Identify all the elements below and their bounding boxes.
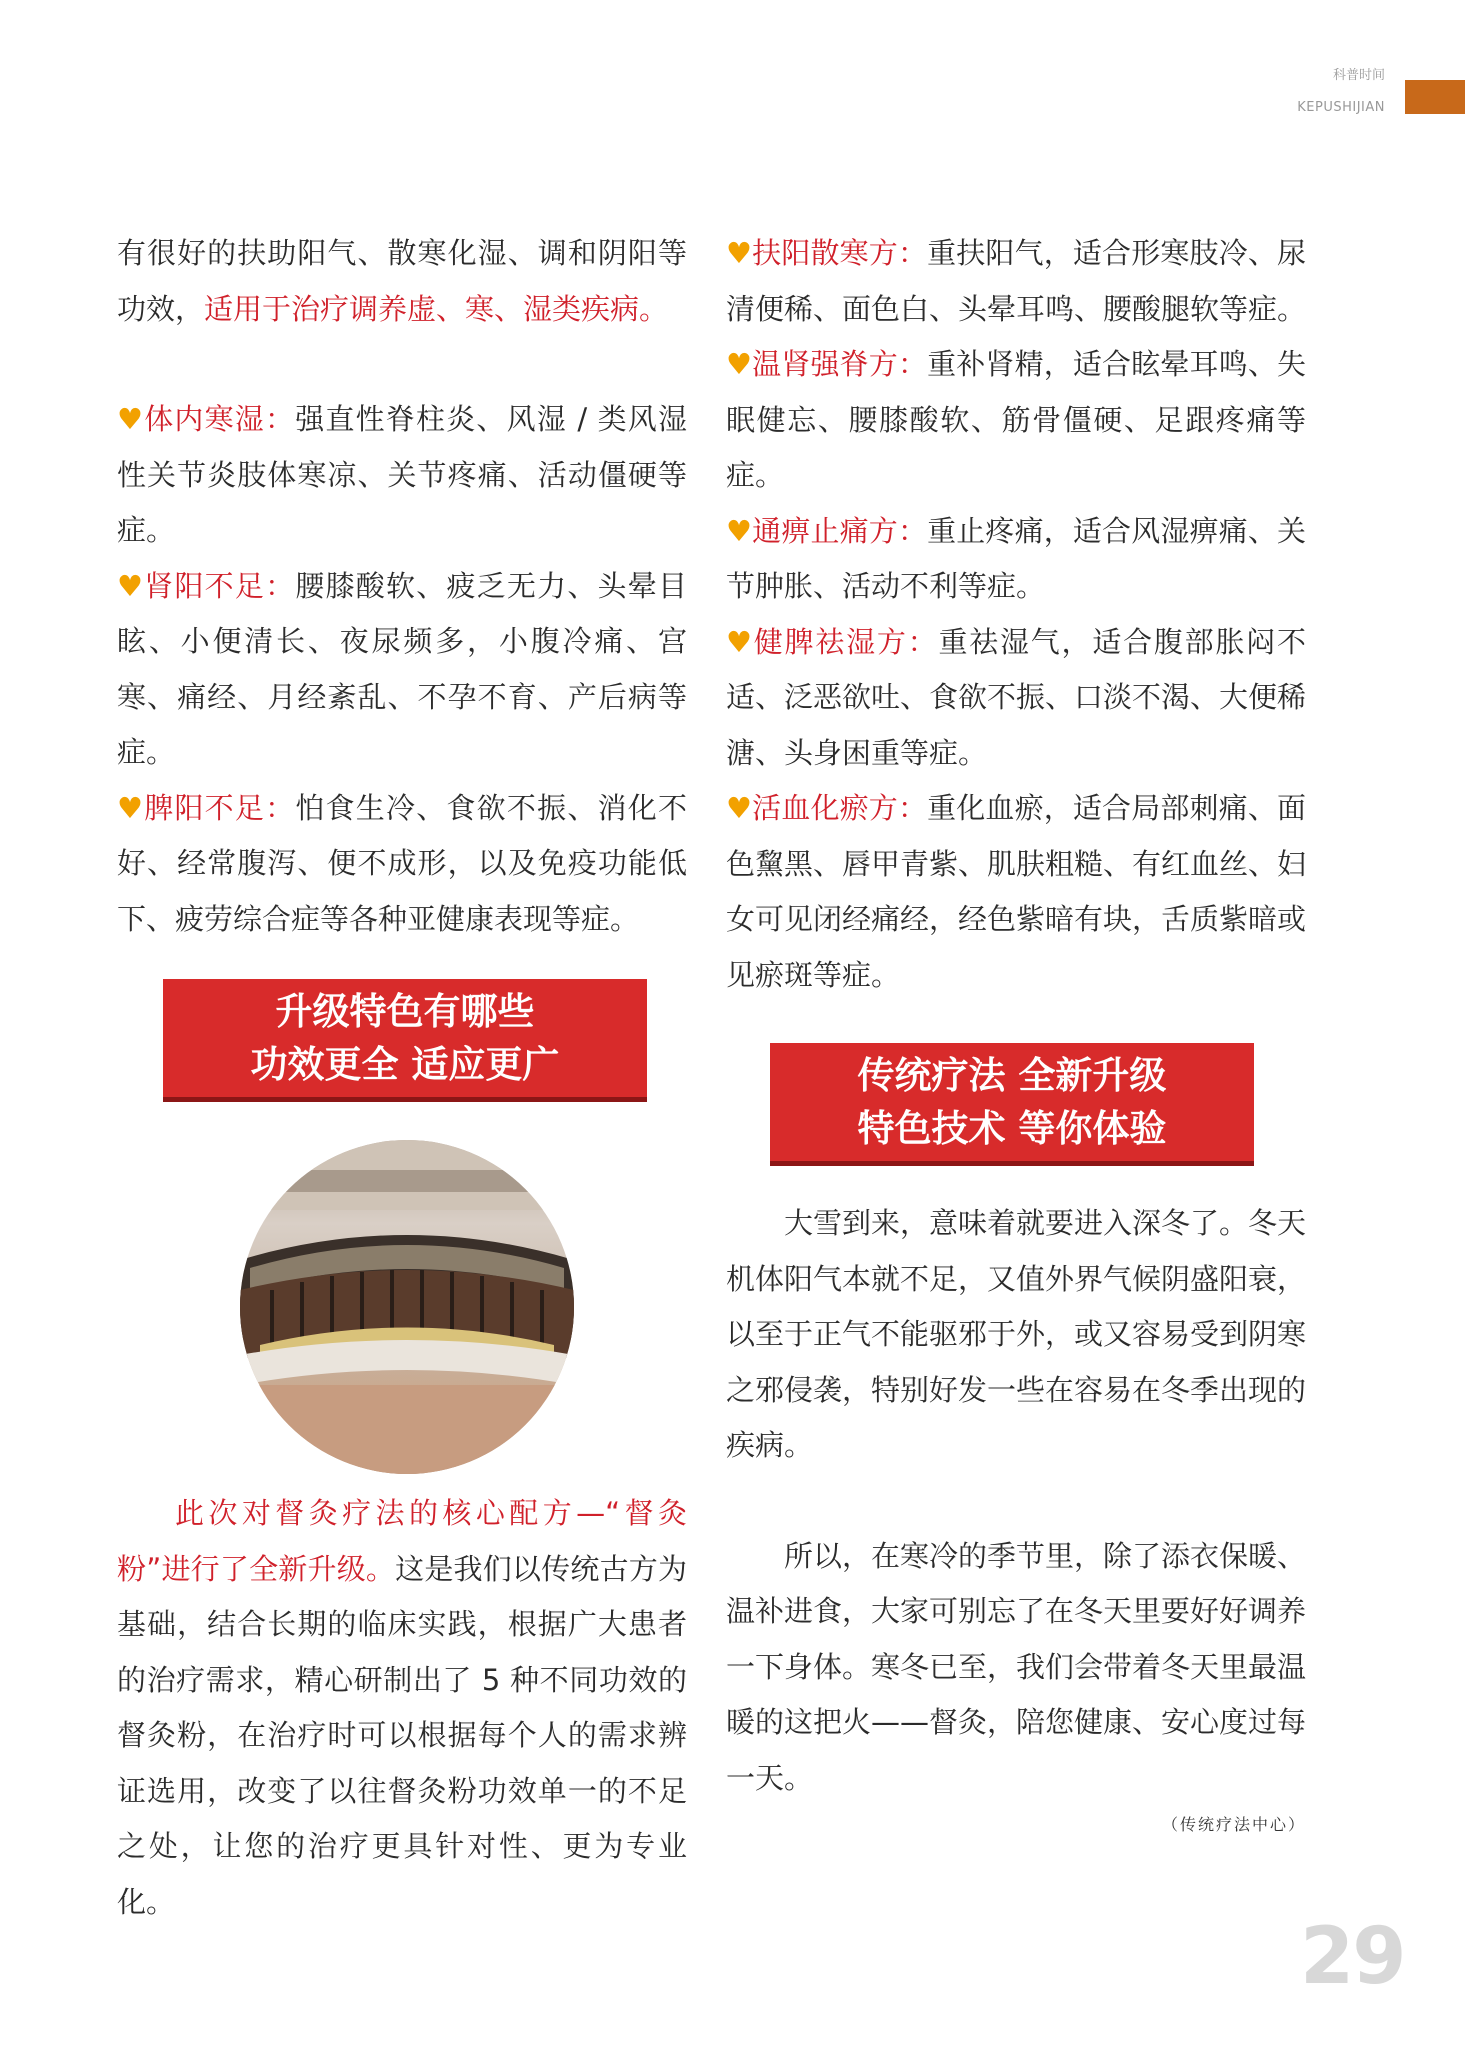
moxibustion-illustration xyxy=(240,1140,574,1474)
formula-item xyxy=(726,226,1306,337)
care-paragraph: 所以，在寒冷的季节里，除了添衣保暖、温补进食，大家可别忘了在冬天里要好好调养一下身体。寒冬已至，我们会带着冬天里最温暖的这把火——督灸，陪您健康、安心度过每一天。 xyxy=(726,1538,1307,1795)
left-column xyxy=(117,226,687,1930)
intro-paragraph xyxy=(117,226,687,337)
upgrade-paragraph xyxy=(117,1486,687,1930)
formula-title: 通痹止痛方： xyxy=(752,513,928,548)
upgrade-highlight: 此次对督灸疗法的核心配方—“督灸粉”进行了全新升级。 xyxy=(117,1496,687,1586)
symptom-text: 怕食生冷、食欲不振、消化不好、经常腹泻、便不成形，以及免疫功能低下、疲劳综合症等各种亚健康表现等症。 xyxy=(117,790,687,936)
formula-text: 重止疼痛，适合风湿痹痛、关节肿胀、活动不利等症。 xyxy=(726,513,1306,603)
symptom-text: 强直性脊柱炎、风湿 / 类风湿性关节炎肢体寒凉、关节疼痛、活动僵硬等症。 xyxy=(117,402,687,547)
banner-line-2: 特色技术 等你体验 xyxy=(857,1106,1167,1150)
moxibustion-photo xyxy=(240,1140,574,1474)
page-number: 29 xyxy=(1300,1912,1405,2002)
heart-icon: ♥ xyxy=(726,624,754,659)
formula-title: 活血化瘀方： xyxy=(752,791,928,825)
right-column xyxy=(726,226,1306,1840)
source-credit: （传统疗法中心） xyxy=(1161,1815,1306,1834)
symptom-title: 体内寒湿： xyxy=(144,402,296,436)
heart-icon: ♥ xyxy=(726,236,753,270)
symptom-title: 肾阳不足： xyxy=(144,568,296,603)
formula-text: 重化血瘀，适合局部刺痛、面色黧黑、唇甲青紫、肌肤粗糙、有红血丝、妇女可见闭经痛经，经色紫暗有块，舌质紫暗或见瘀斑等症。 xyxy=(726,791,1307,992)
heart-icon: ♥ xyxy=(726,513,753,548)
heart-icon: ♥ xyxy=(726,347,753,381)
formula-text: 重扶阳气，适合形寒肢冷、尿清便稀、面色白、头晕耳鸣、腰酸腿软等症。 xyxy=(726,236,1307,326)
symptom-item xyxy=(117,392,687,559)
formula-title: 温肾强脊方： xyxy=(752,347,928,381)
intro-plain: 有很好的扶助阳气、散寒化湿、调和阴阳等功效， xyxy=(117,236,687,326)
formula-item xyxy=(726,781,1306,1003)
formula-text: 重祛湿气，适合腹部胀闷不适、泛恶欲吐、食欲不振、口淡不渴、大便稀溏、头身困重等症。 xyxy=(726,624,1307,770)
formula-title: 扶阳散寒方： xyxy=(752,236,928,270)
heart-icon: ♥ xyxy=(117,790,145,825)
heart-icon: ♥ xyxy=(117,568,145,603)
winter-paragraph: 大雪到来，意味着就要进入深冬了。冬天机体阳气本就不足，又值外界气候阴盛阳衰，以至于正气不能驱邪于外，或又容易受到阴寒之邪侵袭，特别好发一些在容易在冬季出现的疾病。 xyxy=(726,1206,1307,1462)
heart-icon: ♥ xyxy=(117,402,145,436)
section-banner-upgrade xyxy=(163,979,647,1102)
formula-item xyxy=(726,504,1306,615)
banner-line-1: 传统疗法 全新升级 xyxy=(857,1053,1167,1097)
heart-icon: ♥ xyxy=(726,791,753,825)
header-title-cn: 科普时间 xyxy=(1332,68,1385,83)
formula-text: 重补肾精，适合眩晕耳鸣、失眠健忘、腰膝酸软、筋骨僵硬、足跟疼痛等症。 xyxy=(726,347,1306,492)
symptom-item xyxy=(117,781,687,948)
banner-line-2: 功效更全 适应更广 xyxy=(250,1042,560,1086)
intro-highlight: 适用于治疗调养虚、寒、湿类疾病。 xyxy=(204,291,669,326)
header-accent-bar xyxy=(1405,80,1465,114)
symptom-text: 腰膝酸软、疲乏无力、头晕目眩、小便清长、夜尿频多，小腹冷痛、宫寒、痛经、月经紊乱、不孕不育、产后病等症。 xyxy=(117,568,687,769)
section-banner-tradition xyxy=(770,1043,1254,1166)
symptom-title: 脾阳不足： xyxy=(144,790,296,825)
upgrade-text: 这是我们以传统古方为基础，结合长期的临床实践，根据广大患者的治疗需求，精心研制出了 5 种不同功效的督灸粉，在治疗时可以根据每个人的需求辨证选用，改变了以往督灸粉功效单一的不足之处，让您的治疗更具针对性、更为专业化。 xyxy=(117,1551,687,1919)
symptom-item xyxy=(117,559,687,781)
formula-item xyxy=(726,337,1306,504)
formula-item xyxy=(726,615,1306,782)
formula-title: 健脾祛湿方： xyxy=(753,624,939,659)
banner-line-1: 升级特色有哪些 xyxy=(275,989,535,1033)
header-title-en: KEPUSHIJIAN xyxy=(1297,100,1385,115)
